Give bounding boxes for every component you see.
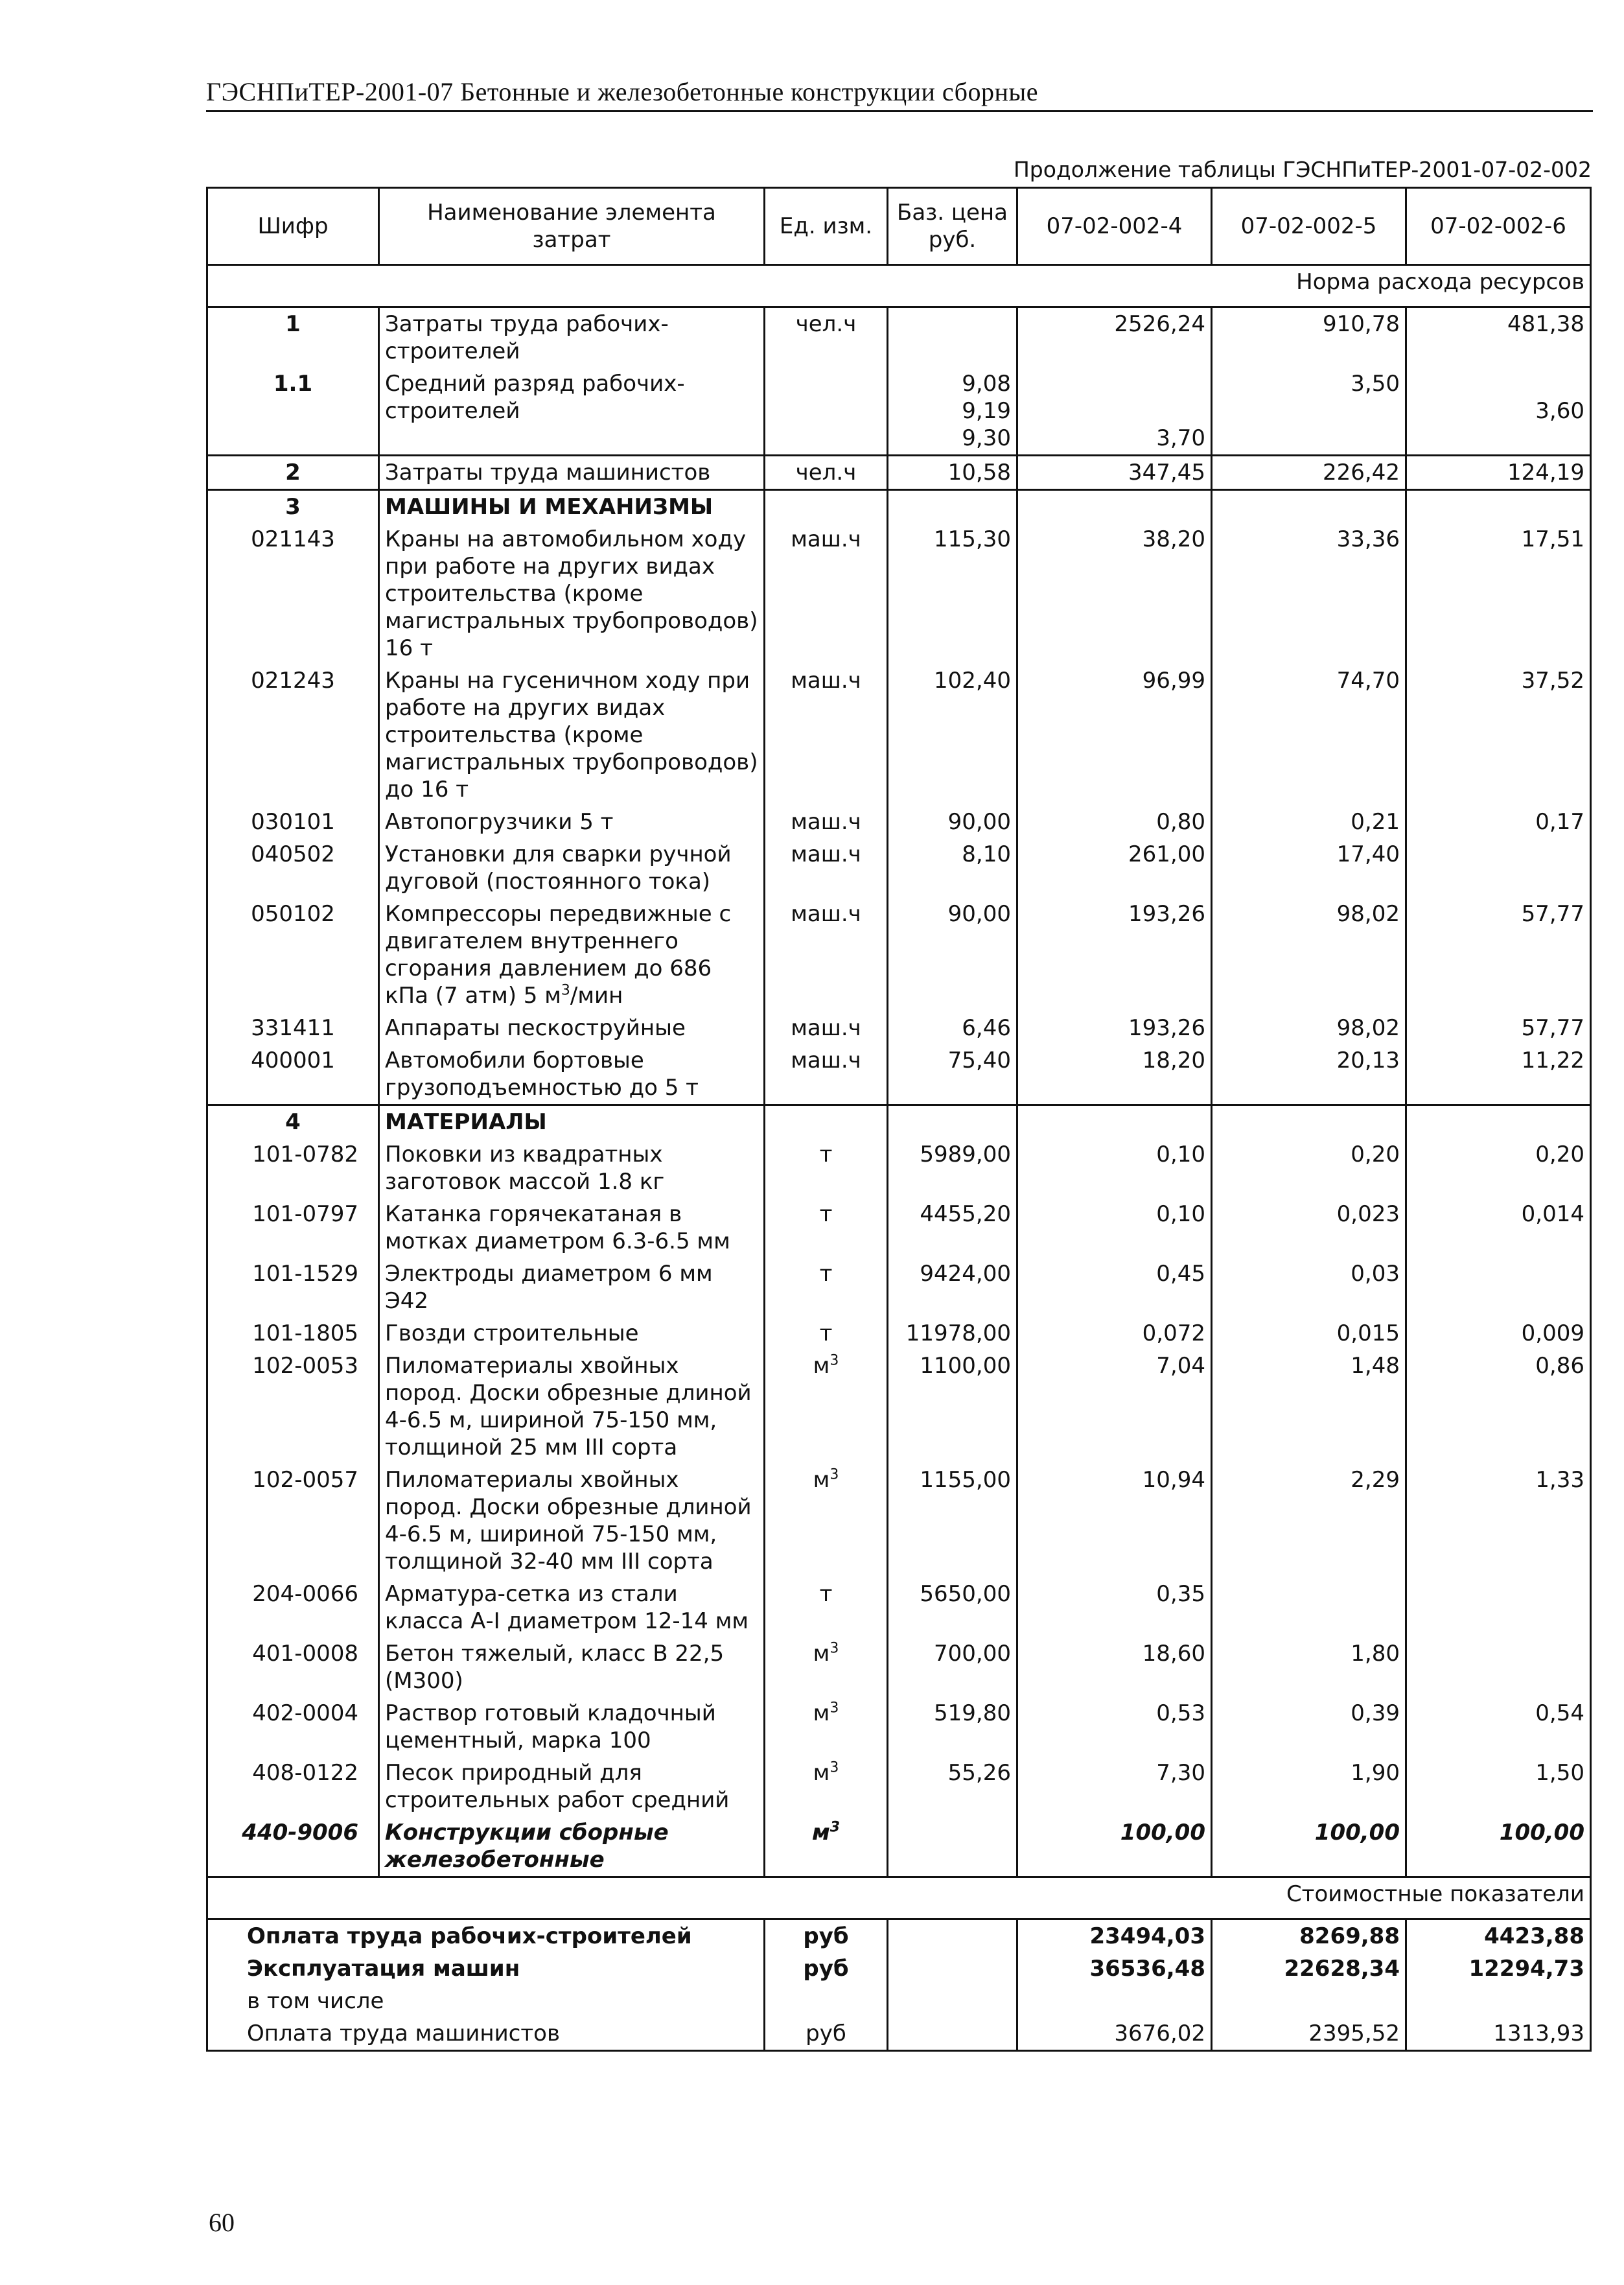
section-title: МАТЕРИАЛЫ — [379, 1105, 765, 1139]
row-unit — [765, 1816, 888, 1877]
cost-row-unit: руб — [765, 2017, 888, 2051]
row-value-6: 0,17 — [1406, 806, 1591, 838]
price-line: 9,30 — [962, 425, 1011, 451]
table-row — [207, 1350, 1591, 1464]
row-unit — [765, 1350, 888, 1464]
col-header-07-02-002-4: 07-02-002-4 — [1017, 188, 1212, 265]
row-code: 331411 — [207, 1012, 379, 1044]
row-value-4: 347,45 — [1017, 456, 1212, 490]
cost-value-4: 36536,48 — [1017, 1952, 1212, 1985]
unit-text: м — [813, 1641, 830, 1667]
table-row — [207, 806, 1591, 838]
cost-row-label: Оплата труда машинистов — [207, 2017, 765, 2051]
cost-value-6: 4423,88 — [1406, 1919, 1591, 1953]
table-row — [207, 1578, 1591, 1637]
row-value-6 — [1406, 368, 1591, 456]
row-name: Бетон тяжелый, класс В 22,5 (М300) — [379, 1637, 765, 1697]
row-value-6 — [1406, 1258, 1591, 1317]
row-value-4: 100,00 — [1017, 1816, 1212, 1877]
col-header-price — [888, 188, 1017, 265]
table-row — [207, 1198, 1591, 1258]
row-name: Арматура-сетка из стали класса А-I диаметром 12-14 мм — [379, 1578, 765, 1637]
row-code: 204-0066 — [207, 1578, 379, 1637]
row-value-4: 7,04 — [1017, 1350, 1212, 1464]
row-value-6: 1,33 — [1406, 1464, 1591, 1578]
row-value-4: 0,53 — [1017, 1697, 1212, 1757]
row-unit — [765, 1697, 888, 1757]
row-value-4: 18,20 — [1017, 1044, 1212, 1105]
row-price: 5650,00 — [888, 1578, 1017, 1637]
row-value-5: 2,29 — [1212, 1464, 1406, 1578]
row-name: Раствор готовый кладочный цементный, марка 100 — [379, 1697, 765, 1757]
table-row — [207, 307, 1591, 368]
row-value-4: 0,10 — [1017, 1138, 1212, 1198]
cost-label: Стоимостные показатели — [207, 1877, 1591, 1919]
row-value-6: 0,54 — [1406, 1697, 1591, 1757]
row-price: 6,46 — [888, 1012, 1017, 1044]
row-value-4: 193,26 — [1017, 1012, 1212, 1044]
row-price: 4455,20 — [888, 1198, 1017, 1258]
row-value-5: 1,48 — [1212, 1350, 1406, 1464]
row-unit: т — [765, 1258, 888, 1317]
row-value-6: 1,50 — [1406, 1757, 1591, 1816]
cost-row — [207, 1919, 1591, 1953]
row-value-4: 18,60 — [1017, 1637, 1212, 1697]
row-code: 021143 — [207, 523, 379, 664]
row-price: 519,80 — [888, 1697, 1017, 1757]
row-unit: маш.ч — [765, 806, 888, 838]
row-code: 440-9006 — [207, 1816, 379, 1877]
row-code: 2 — [207, 456, 379, 490]
row-price: 700,00 — [888, 1637, 1017, 1697]
row-value-4: 193,26 — [1017, 898, 1212, 1012]
row-value-6: 0,20 — [1406, 1138, 1591, 1198]
col-header-name: Наименование элемента затрат — [379, 188, 765, 265]
row-name-main: Компрессоры передвижные с двигателем внутреннего сгорания давлением до 686 кПа (7 атм) 5 м — [385, 901, 732, 1009]
table-row — [207, 368, 1591, 456]
row-code: 1 — [207, 307, 379, 368]
table-row — [207, 898, 1591, 1012]
table-row — [207, 1258, 1591, 1317]
row-value-4: 2526,24 — [1017, 307, 1212, 368]
row-price: 8,10 — [888, 838, 1017, 898]
row-name: Установки для сварки ручной дуговой (постоянного тока) — [379, 838, 765, 898]
row-price: 9424,00 — [888, 1258, 1017, 1317]
row-unit: чел.ч — [765, 307, 888, 368]
row-value-5: 0,023 — [1212, 1198, 1406, 1258]
section-code: 4 — [207, 1105, 379, 1139]
row-value-4: 10,94 — [1017, 1464, 1212, 1578]
row-name: Пиломатериалы хвойных пород. Доски обрезные длиной 4-6.5 м, шириной 75-150 мм, толщиной 32-40 мм III сорта — [379, 1464, 765, 1578]
cost-value-5: 8269,88 — [1212, 1919, 1406, 1953]
row-value-5: 0,03 — [1212, 1258, 1406, 1317]
row-code: 401-0008 — [207, 1637, 379, 1697]
row-value-5: 1,80 — [1212, 1637, 1406, 1697]
price-header-line1: Баз. цена — [897, 200, 1008, 226]
row-price: 10,58 — [888, 456, 1017, 490]
row-value-6: 100,00 — [1406, 1816, 1591, 1877]
row-unit: т — [765, 1198, 888, 1258]
row-value-4 — [1017, 368, 1212, 456]
row-name: Катанка горячекатаная в мотках диаметром 6.3-6.5 мм — [379, 1198, 765, 1258]
table-row — [207, 1317, 1591, 1350]
table-row — [207, 1464, 1591, 1578]
table-row — [207, 523, 1591, 664]
row-value-4: 38,20 — [1017, 523, 1212, 664]
row-value-5: 98,02 — [1212, 898, 1406, 1012]
row-code: 101-0797 — [207, 1198, 379, 1258]
price-line: 9,19 — [962, 398, 1011, 424]
row-value-6 — [1406, 838, 1591, 898]
section-row — [207, 490, 1591, 524]
row-value-6: 17,51 — [1406, 523, 1591, 664]
table-row — [207, 1697, 1591, 1757]
row-code: 102-0057 — [207, 1464, 379, 1578]
row-code: 050102 — [207, 898, 379, 1012]
row-name: Поковки из квадратных заготовок массой 1.8 кг — [379, 1138, 765, 1198]
section-code: 3 — [207, 490, 379, 524]
cubic-superscript: 3 — [829, 1352, 839, 1369]
row-price: 55,26 — [888, 1757, 1017, 1816]
row-price: 1155,00 — [888, 1464, 1017, 1578]
value-line: 3,60 — [1535, 398, 1584, 424]
table-row — [207, 1757, 1591, 1816]
page-number: 60 — [209, 2208, 235, 2237]
continuation-caption: Продолжение таблицы ГЭСНПиТЕР-2001-07-02-002 — [1013, 157, 1592, 182]
unit-text: м — [811, 1820, 830, 1846]
col-header-07-02-002-5: 07-02-002-5 — [1212, 188, 1406, 265]
unit-text: м — [813, 1760, 830, 1786]
row-value-6: 0,014 — [1406, 1198, 1591, 1258]
header-rule — [206, 110, 1593, 112]
row-value-5: 226,42 — [1212, 456, 1406, 490]
table-row — [207, 1816, 1591, 1877]
row-unit: маш.ч — [765, 1044, 888, 1105]
row-value-6: 37,52 — [1406, 664, 1591, 806]
row-name: Затраты труда машинистов — [379, 456, 765, 490]
cost-value-4: 3676,02 — [1017, 2017, 1212, 2051]
row-value-5: 33,36 — [1212, 523, 1406, 664]
row-value-6: 57,77 — [1406, 898, 1591, 1012]
row-price — [888, 1816, 1017, 1877]
price-line: 9,08 — [962, 371, 1011, 397]
row-value-5: 0,39 — [1212, 1697, 1406, 1757]
row-price: 102,40 — [888, 664, 1017, 806]
row-value-4: 0,45 — [1017, 1258, 1212, 1317]
row-value-6: 11,22 — [1406, 1044, 1591, 1105]
row-value-5 — [1212, 368, 1406, 456]
unit-text: м — [813, 1700, 830, 1726]
row-name: Гвозди строительные — [379, 1317, 765, 1350]
table-row — [207, 456, 1591, 490]
table-row — [207, 1044, 1591, 1105]
row-value-4: 7,30 — [1017, 1757, 1212, 1816]
row-value-4: 0,072 — [1017, 1317, 1212, 1350]
table-row — [207, 838, 1591, 898]
row-name: Песок природный для строительных работ средний — [379, 1757, 765, 1816]
row-name: Краны на гусеничном ходу при работе на других видах строительства (кроме магистральных трубопроводов) до 16 т — [379, 664, 765, 806]
row-code: 1.1 — [207, 368, 379, 456]
row-value-5: 17,40 — [1212, 838, 1406, 898]
row-unit: маш.ч — [765, 838, 888, 898]
row-name: Затраты труда рабочих-строителей — [379, 307, 765, 368]
row-code: 101-1805 — [207, 1317, 379, 1350]
row-code: 400001 — [207, 1044, 379, 1105]
cost-value-5: 22628,34 — [1212, 1952, 1406, 1985]
row-name-tail: /мин — [570, 983, 623, 1009]
col-header-unit: Ед. изм. — [765, 188, 888, 265]
row-unit: т — [765, 1138, 888, 1198]
row-name: Аппараты пескоструйные — [379, 1012, 765, 1044]
row-name: Автомобили бортовые грузоподъемностью до 5 т — [379, 1044, 765, 1105]
table-row — [207, 1138, 1591, 1198]
norm-label-row — [207, 265, 1591, 307]
row-name — [379, 898, 765, 1012]
cost-value-4: 23494,03 — [1017, 1919, 1212, 1953]
cost-value-6: 12294,73 — [1406, 1952, 1591, 1985]
row-price: 5989,00 — [888, 1138, 1017, 1198]
row-unit: маш.ч — [765, 664, 888, 806]
row-unit: маш.ч — [765, 898, 888, 1012]
row-unit: маш.ч — [765, 1012, 888, 1044]
row-value-6: 57,77 — [1406, 1012, 1591, 1044]
row-value-5: 100,00 — [1212, 1816, 1406, 1877]
row-value-5: 0,20 — [1212, 1138, 1406, 1198]
running-header: ГЭСНПиТЕР-2001-07 Бетонные и железобетонные конструкции сборные — [206, 77, 1039, 106]
row-value-4: 0,80 — [1017, 806, 1212, 838]
row-price — [888, 307, 1017, 368]
row-value-5: 0,015 — [1212, 1317, 1406, 1350]
row-value-4: 0,35 — [1017, 1578, 1212, 1637]
row-price: 90,00 — [888, 898, 1017, 1012]
row-code: 030101 — [207, 806, 379, 838]
cost-row-unit: руб — [765, 1952, 888, 1985]
cost-label-row — [207, 1877, 1591, 1919]
cubic-superscript: 3 — [829, 1759, 839, 1776]
cost-row-label: Эксплуатация машин — [207, 1952, 765, 1985]
row-value-6 — [1406, 1637, 1591, 1697]
row-value-6 — [1406, 1578, 1591, 1637]
row-unit — [765, 1757, 888, 1816]
row-value-4: 96,99 — [1017, 664, 1212, 806]
row-value-5: 1,90 — [1212, 1757, 1406, 1816]
value-line: 3,50 — [1351, 371, 1400, 397]
col-header-07-02-002-6: 07-02-002-6 — [1406, 188, 1591, 265]
table-row — [207, 664, 1591, 806]
value-line: 3,70 — [1156, 425, 1205, 451]
table-row — [207, 1012, 1591, 1044]
row-price: 90,00 — [888, 806, 1017, 838]
row-name: Средний разряд рабочих-строителей — [379, 368, 765, 456]
table-row — [207, 1637, 1591, 1697]
row-value-6: 0,86 — [1406, 1350, 1591, 1464]
row-name: Краны на автомобильном ходу при работе на других видах строительства (кроме магистральных трубопроводов) 16 т — [379, 523, 765, 664]
row-value-5: 74,70 — [1212, 664, 1406, 806]
row-price: 75,40 — [888, 1044, 1017, 1105]
row-price: 11978,00 — [888, 1317, 1017, 1350]
unit-text: м — [813, 1353, 830, 1379]
section-row — [207, 1105, 1591, 1139]
cubic-superscript: 3 — [561, 982, 570, 999]
row-code: 402-0004 — [207, 1697, 379, 1757]
cubic-superscript: 3 — [829, 1819, 841, 1836]
row-unit — [765, 1464, 888, 1578]
row-value-4: 0,10 — [1017, 1198, 1212, 1258]
row-value-6: 0,009 — [1406, 1317, 1591, 1350]
row-code: 101-1529 — [207, 1258, 379, 1317]
row-code: 102-0053 — [207, 1350, 379, 1464]
row-value-5 — [1212, 1578, 1406, 1637]
row-code: 101-0782 — [207, 1138, 379, 1198]
row-unit — [765, 368, 888, 456]
row-value-6: 124,19 — [1406, 456, 1591, 490]
norm-label: Норма расхода ресурсов — [207, 265, 1591, 307]
section-title: МАШИНЫ И МЕХАНИЗМЫ — [379, 490, 765, 524]
row-unit: чел.ч — [765, 456, 888, 490]
row-name: Конструкции сборные железобетонные — [379, 1816, 765, 1877]
cubic-superscript: 3 — [829, 1700, 839, 1717]
cost-row-label: в том числе — [207, 1985, 765, 2017]
table-header-row — [207, 188, 1591, 265]
cost-value-5: 2395,52 — [1212, 2017, 1406, 2051]
row-code: 408-0122 — [207, 1757, 379, 1816]
row-name: Электроды диаметром 6 мм Э42 — [379, 1258, 765, 1317]
row-name: Автопогрузчики 5 т — [379, 806, 765, 838]
cost-row-unit: руб — [765, 1919, 888, 1953]
row-value-5: 910,78 — [1212, 307, 1406, 368]
cost-row — [207, 2017, 1591, 2051]
row-value-5: 0,21 — [1212, 806, 1406, 838]
row-price: 115,30 — [888, 523, 1017, 664]
row-price — [888, 368, 1017, 456]
cost-value-6: 1313,93 — [1406, 2017, 1591, 2051]
col-header-code: Шифр — [207, 188, 379, 265]
row-unit: маш.ч — [765, 523, 888, 664]
row-value-5: 98,02 — [1212, 1012, 1406, 1044]
price-header-line2: руб. — [928, 227, 977, 253]
unit-text: м — [813, 1467, 830, 1493]
norm-table — [206, 187, 1592, 2052]
cost-row — [207, 1985, 1591, 2017]
row-name: Пиломатериалы хвойных пород. Доски обрезные длиной 4-6.5 м, шириной 75-150 мм, толщиной 25 мм III сорта — [379, 1350, 765, 1464]
cost-row — [207, 1952, 1591, 1985]
cubic-superscript: 3 — [829, 1640, 839, 1657]
cubic-superscript: 3 — [829, 1466, 839, 1483]
row-value-5: 20,13 — [1212, 1044, 1406, 1105]
row-unit: т — [765, 1578, 888, 1637]
row-code: 021243 — [207, 664, 379, 806]
cost-row-label: Оплата труда рабочих-строителей — [207, 1919, 765, 1953]
row-value-6: 481,38 — [1406, 307, 1591, 368]
row-unit: т — [765, 1317, 888, 1350]
row-price: 1100,00 — [888, 1350, 1017, 1464]
row-code: 040502 — [207, 838, 379, 898]
row-unit — [765, 1637, 888, 1697]
row-value-4: 261,00 — [1017, 838, 1212, 898]
